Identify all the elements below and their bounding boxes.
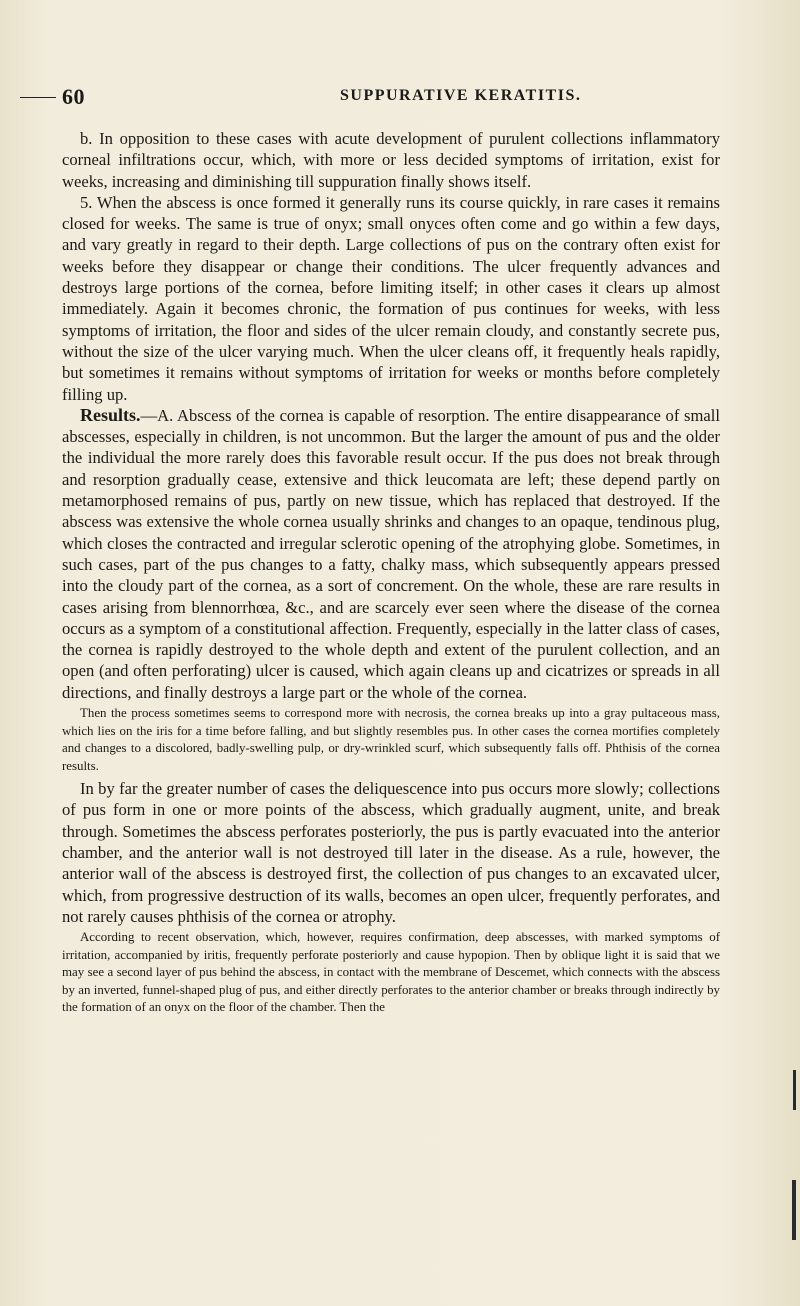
paragraph-deliquescence: In by far the greater number of cases the deliquescence into pus occurs more slowly; collections of pus form in one or more points of the abscess, which gradually augment, unite, and break through. Sometimes the abscess perforates posteriorly, the pus is partly evacuated into the anterior chamber, and the anterior wall is not destroyed till later in the disease. As a rule, however, the anterior wall of the abscess is destroyed first, the collection of pus changes to an excavated ulcer, which, from progressive destruction of its walls, becomes an open ulcer, frequently perforates, and not rarely causes phthisis of the cornea or atrophy. [62, 779, 720, 926]
paragraph-5: 5. When the abscess is once formed it generally runs its course quickly, in rare cases it remains closed for weeks. The same is true of onyx; small onyces often come and go within a few days, and vary greatly in regard to their depth. Large collections of pus on the contrary often exist for weeks before they disappear or change their conditions. The ulcer frequently advances and destroys large portions of the cornea, before limiting itself; in other cases it clears up almost immediately. Again it becomes chronic, the formation of pus continues for weeks, with less symptoms of irritation, the floor and sides of the ulcer remain cloudy, and constantly secrete pus, without the size of the ulcer varying much. When the ulcer cleans off, it frequently heals rapidly, but sometimes it remains without symptoms of irritation for weeks or months before completely filling up. [62, 192, 720, 404]
paragraph-b: b. In opposition to these cases with acute development of purulent collections inflammatory corneal infiltrations occur, which, with more or less decided symptoms of irritation, exist for weeks, increasing and diminishing till suppuration finally shows itself. [62, 129, 720, 191]
results-text: —A. Abscess of the cornea is capable of resorption. The entire disappearance of small abscesses, especially in children, is not uncommon. But the larger the amount of pus and the older the individual the more rarely does this favorable result occur. If the pus does not break through and resorption gradually cease, extensive and thick leucomata are left; these depend partly on metamorphosed remains of pus, partly on new tissue, which has replaced that destroyed. If the abscess was extensive the whole cornea usually shrinks and changes to an opaque, tendinous plug, which closes the contracted and irregular sclerotic opening of the atrophying globe. Sometimes, in such cases, part of the pus changes to a fatty, chalky mass, which subsequently appears pressed into the cloudy part of the cornea, as a sort of concrement. On the whole, these are rare results in cases arising from blennorrhœa, &c., and are scarcely ever seen where the disease of the cornea occurs as a symptom of a constitutional affection. Frequently, especially in the latter class of cases, the cornea is rapidly destroyed to the whole depth and extent of the purulent collection, and an open (and often perforating) ulcer is caused, which again cleans up and cicatrizes or spreads in all directions, and finally destroys a large part or the whole of the cornea. [62, 405, 720, 702]
header-rule [20, 97, 56, 98]
page-edge-shadow [792, 1180, 796, 1240]
paragraph-results [62, 405, 720, 703]
page-header [20, 76, 680, 109]
small-print-recent-observation: According to recent observation, which, however, requires confirmation, deep abscesses, with marked symptoms of irritation, accompanied by iritis, frequently perforate posteriorly and cause hypopion. Then by oblique light it is said that we may see a second layer of pus behind the abscess, in contact with the membrane of Descemet, which connects with the abscess by an inverted, funnel-shaped plug of pus, and either directly perforates to the anterior chamber or breaks through indirectly by the formation of an onyx on the floor of the chamber. Then the [62, 930, 720, 1015]
running-head: SUPPURATIVE KERATITIS. [340, 87, 582, 104]
page-edge-shadow [793, 1070, 796, 1110]
page-body [62, 128, 720, 1020]
page-number: 60 [62, 84, 85, 109]
small-print-necrosis: Then the process sometimes seems to correspond more with necrosis, the cornea breaks up into a gray pultaceous mass, which lies on the iris for a time before falling, and but slightly resembles pus. In other cases the cornea mortifies completely and changes to a discolored, badly-swelling pulp, or dry-wrinkled scurf, which subsequently falls off. Phthisis of the cornea results. [62, 706, 720, 773]
results-heading: Results. [80, 404, 141, 425]
